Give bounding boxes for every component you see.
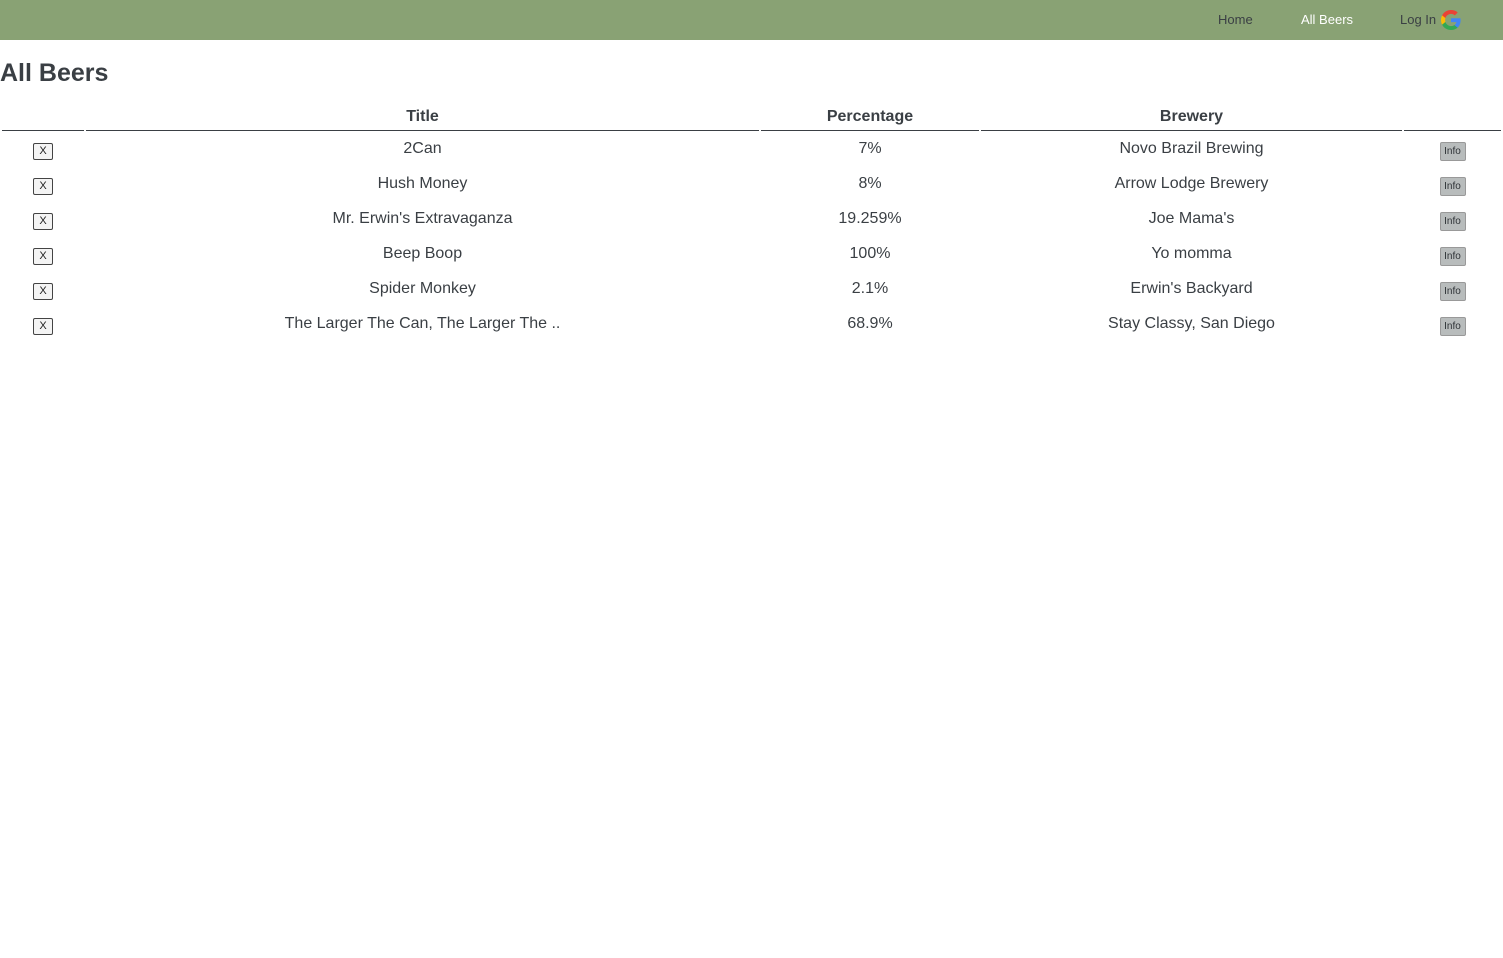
beer-percentage: 8% bbox=[858, 174, 882, 192]
page-title: All Beers bbox=[0, 59, 109, 87]
info-button[interactable]: Info bbox=[1440, 247, 1466, 266]
beer-percentage: 19.259% bbox=[838, 209, 902, 227]
beer-brewery: Erwin's Backyard bbox=[1130, 279, 1253, 297]
beer-percentage: 7% bbox=[858, 139, 882, 157]
google-icon[interactable] bbox=[1439, 8, 1463, 32]
delete-button[interactable]: X bbox=[33, 248, 53, 265]
beer-title: Hush Money bbox=[377, 174, 468, 192]
beer-percentage: 2.1% bbox=[851, 279, 889, 297]
table-row bbox=[2, 271, 1501, 306]
top-navbar bbox=[0, 0, 1503, 40]
beer-title: Mr. Erwin's Extravaganza bbox=[332, 209, 513, 227]
beer-title: Spider Monkey bbox=[369, 279, 476, 297]
beers-table bbox=[0, 104, 1503, 341]
info-button[interactable]: Info bbox=[1440, 142, 1466, 161]
nav-login-link[interactable]: Log In bbox=[1400, 12, 1437, 27]
table-row bbox=[2, 236, 1501, 271]
beer-brewery: Yo momma bbox=[1151, 244, 1232, 262]
delete-button[interactable]: X bbox=[33, 178, 53, 195]
header-brewery: Brewery bbox=[981, 104, 1402, 131]
nav-home-link[interactable]: Home bbox=[1218, 12, 1253, 27]
beer-percentage: 100% bbox=[849, 244, 891, 262]
beer-brewery: Joe Mama's bbox=[1148, 209, 1235, 227]
header-title: Title bbox=[86, 104, 759, 131]
header-info bbox=[1404, 104, 1501, 131]
table-row bbox=[2, 201, 1501, 236]
beer-title: Beep Boop bbox=[382, 244, 463, 262]
beer-percentage: 68.9% bbox=[847, 314, 893, 332]
nav-all-beers-link[interactable]: All Beers bbox=[1301, 12, 1354, 27]
beer-brewery: Novo Brazil Brewing bbox=[1119, 139, 1264, 157]
delete-button[interactable]: X bbox=[33, 283, 53, 300]
table-row bbox=[2, 131, 1501, 166]
header-percentage: Percentage bbox=[761, 104, 979, 131]
info-button[interactable]: Info bbox=[1440, 317, 1466, 336]
info-button[interactable]: Info bbox=[1440, 212, 1466, 231]
delete-button[interactable]: X bbox=[33, 318, 53, 335]
table-row bbox=[2, 306, 1501, 341]
delete-button[interactable]: X bbox=[33, 213, 53, 230]
beer-brewery: Stay Classy, San Diego bbox=[1108, 314, 1275, 332]
table-header-row bbox=[2, 104, 1501, 131]
table-row bbox=[2, 166, 1501, 201]
beer-title: The Larger The Can, The Larger The .. bbox=[284, 314, 561, 332]
header-delete bbox=[2, 104, 84, 131]
info-button[interactable]: Info bbox=[1440, 282, 1466, 301]
beer-brewery: Arrow Lodge Brewery bbox=[1114, 174, 1269, 192]
info-button[interactable]: Info bbox=[1440, 177, 1466, 196]
delete-button[interactable]: X bbox=[33, 143, 53, 160]
beer-title: 2Can bbox=[403, 139, 442, 157]
